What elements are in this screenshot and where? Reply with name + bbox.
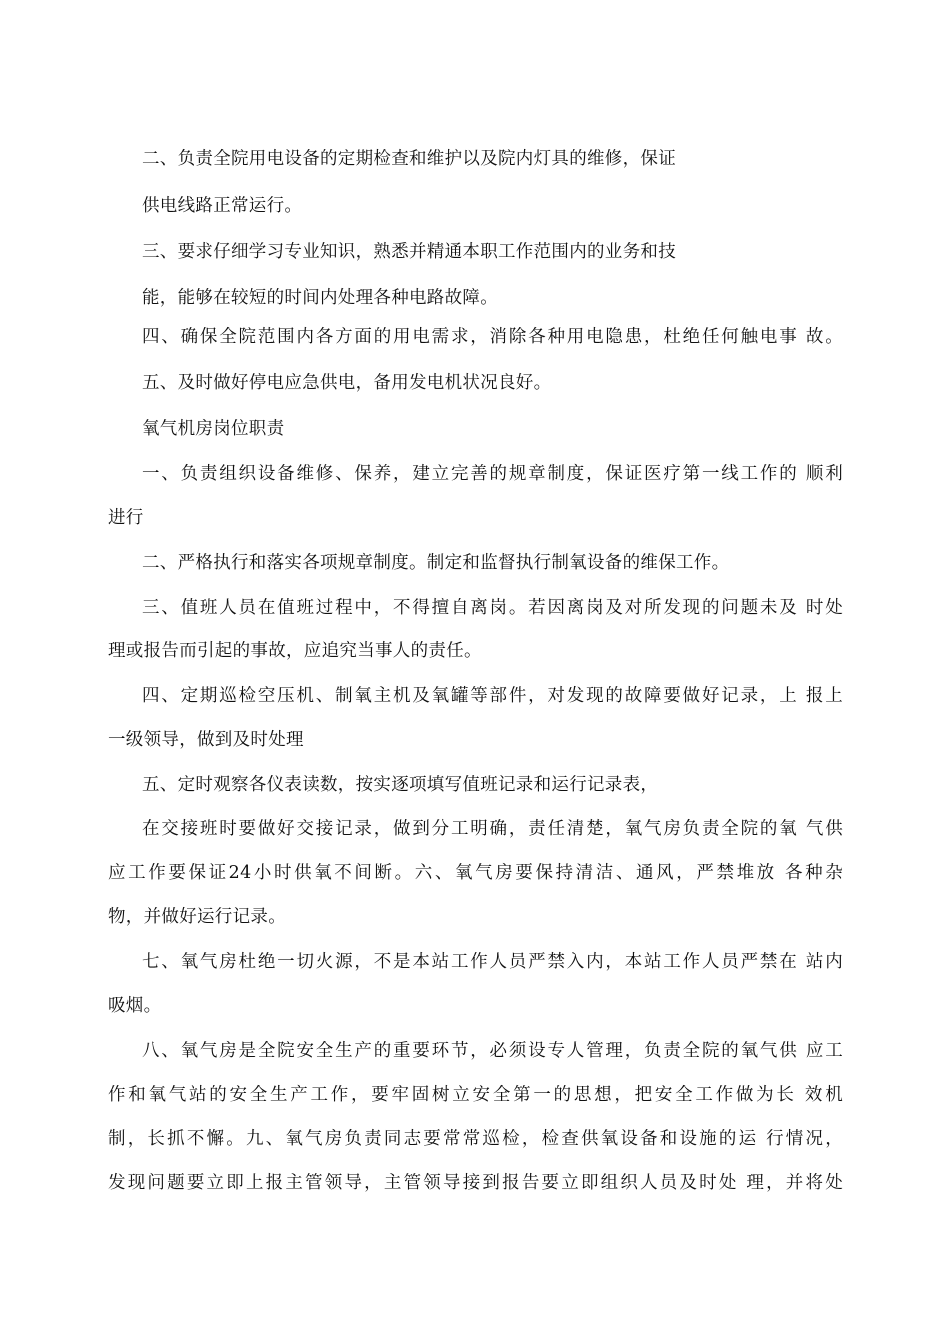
text-line-24: 发现问题要立即上报主管领导，主管领导接到报告要立即组织人员及时处 理，并将处 <box>108 1173 843 1193</box>
text-line-23: 制，长抓不懈。九、氧气房负责同志要常常巡检，检查供氧设备和设施的运 行情况， <box>108 1129 843 1149</box>
text-line-20: 吸烟。 <box>108 996 162 1016</box>
text-line-2: 供电线路正常运行。 <box>142 196 303 216</box>
text-line-19: 七、氧气房杜绝一切火源，不是本站工作人员严禁入内，本站工作人员严禁在 站内 <box>142 952 843 972</box>
text-line-21: 八、氧气房是全院安全生产的重要环节，必须设专人管理，负责全院的氧气供 应工 <box>142 1041 843 1061</box>
text-line-6: 五、及时做好停电应急供电，备用发电机状况良好。 <box>142 373 552 393</box>
section-title-oxygen-room: 氧气机房岗位职责 <box>142 419 285 439</box>
text-line-12: 理或报告而引起的事故，应追究当事人的责任。 <box>108 641 482 661</box>
text-line-17: 应工作要保证24小时供氧不间断。六、氧气房要保持清洁、通风，严禁堆放 各种杂 <box>108 863 843 883</box>
text-line-11: 三、值班人员在值班过程中，不得擅自离岗。若因离岗及对所发现的问题未及 时处 <box>142 598 843 618</box>
text-line-14: 一级领导，做到及时处理 <box>108 730 304 750</box>
text-line-13: 四、定期巡检空压机、制氧主机及氧罐等部件，对发现的故障要做好记录，上 报上 <box>142 686 843 706</box>
text-line-3: 三、要求仔细学习专业知识，熟悉并精通本职工作范围内的业务和技 <box>142 242 676 262</box>
text-line-1: 二、负责全院用电设备的定期检查和维护以及院内灯具的维修，保证 <box>142 149 676 169</box>
text-line-15: 五、定时观察各仪表读数，按实逐项填写值班记录和运行记录表， <box>142 775 659 795</box>
text-line-4: 能，能够在较短的时间内处理各种电路故障。 <box>142 288 498 308</box>
text-line-18: 物，并做好运行记录。 <box>108 907 286 927</box>
text-line-16: 在交接班时要做好交接记录，做到分工明确，责任清楚，氧气房负责全院的氧 气供 <box>142 819 843 839</box>
text-line-22: 作和氧气站的安全生产工作，要牢固树立安全第一的思想，把安全工作做为长 效机 <box>108 1085 843 1105</box>
text-line-5: 四、确保全院范围内各方面的用电需求，消除各种用电隐患，杜绝任何触电事 故。 <box>142 327 843 347</box>
text-line-10: 二、严格执行和落实各项规章制度。制定和监督执行制氧设备的维保工作。 <box>142 553 730 573</box>
text-line-8: 一、负责组织设备维修、保养，建立完善的规章制度，保证医疗第一线工作的 顺利 <box>142 464 843 484</box>
text-line-9: 进行 <box>108 508 144 528</box>
